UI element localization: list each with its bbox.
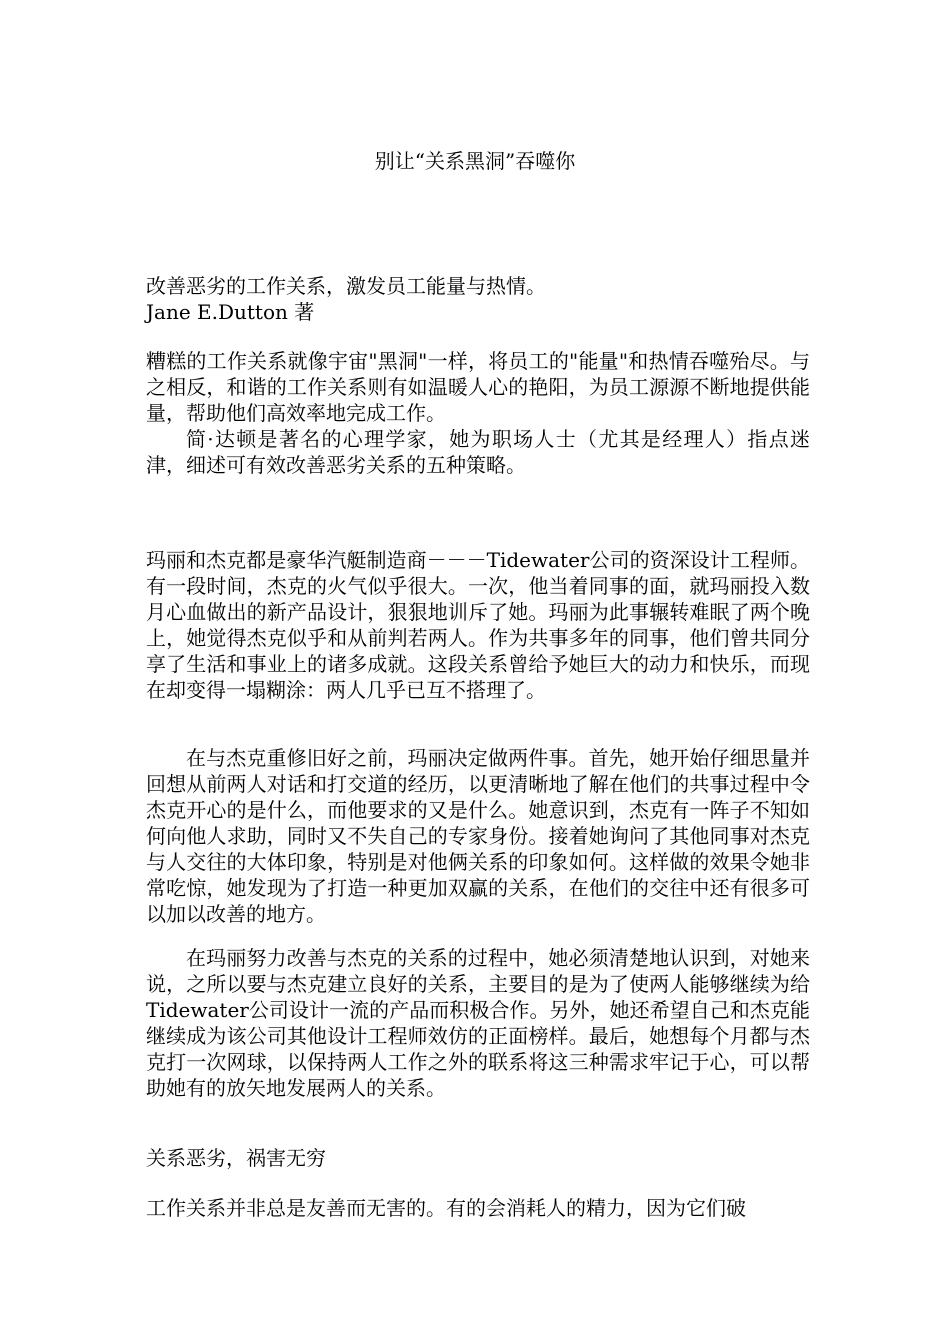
body-paragraph-1: 玛丽和杰克都是豪华汽艇制造商－－－Tidewater公司的资深设计工程师。有一段时间，杰克的火气似乎很大。一次，他当着同事的面，就玛丽投入数月心血做出的新产品设计，狠狠地训斥了她。玛丽为此事辗转难眠了两个晚上，她觉得杰克似乎和从前判若两人。作为共事多年的同事，他们曾共同分享了生活和事业上的诸多成就。这段关系曾给予她巨大的动力和快乐，而现在却变得一塌糊涂：两人几乎已互不搭理了。	[146, 548, 810, 702]
intro-paragraph-2: 简·达顿是著名的心理学家，她为职场人士（尤其是经理人）指点迷津，细述可有效改善恶劣关系的五种策略。	[146, 427, 810, 477]
section-heading: 关系恶劣，祸害无穷	[146, 1146, 326, 1170]
body-paragraph-2: 在与杰克重修旧好之前，玛丽决定做两件事。首先，她开始仔细思量并回想从前两人对话和打交道的经历，以更清晰地了解在他们的共事过程中令杰克开心的是什么，而他要求的又是什么。她意识到，杰克有一阵子不知如何向他人求助，同时又不失自己的专家身份。接着她询问了其他同事对杰克与人交往的大体印象，特别是对他俩关系的印象如何。这样做的效果令她非常吃惊，她发现为了打造一种更加双赢的关系，在他们的交往中还有很多可以加以改善的地方。	[146, 746, 810, 926]
author-line: Jane E.Dutton 著	[146, 300, 315, 324]
intro-block	[146, 348, 810, 478]
intro-paragraph-1: 糟糕的工作关系就像宇宙"黑洞"一样，将员工的"能量"和热情吞噬殆尽。与之相反，和谐的工作关系则有如温暖人心的艳阳，为员工源源不断地提供能量，帮助他们高效率地完成工作。	[146, 349, 810, 425]
document-title: 别让“关系黑洞”吞噬你	[374, 149, 576, 173]
body-paragraph-3: 在玛丽努力改善与杰克的关系的过程中，她必须清楚地认识到，对她来说，之所以要与杰克建立良好的关系，主要目的是为了使两人能够继续为给Tidewater公司设计一流的产品而积极合作。另外，她还希望自己和杰克能继续成为该公司其他设计工程师效仿的正面榜样。最后，她想每个月都与杰克打一次网球，以保持两人工作之外的联系将这三种需求牢记于心，可以帮助她有的放矢地发展两人的关系。	[146, 946, 810, 1100]
header-block	[146, 273, 810, 325]
section-paragraph-1: 工作关系并非总是友善而无害的。有的会消耗人的精力，因为它们破	[146, 1196, 746, 1220]
document-subtitle: 改善恶劣的工作关系，激发员工能量与热情。	[146, 274, 546, 298]
